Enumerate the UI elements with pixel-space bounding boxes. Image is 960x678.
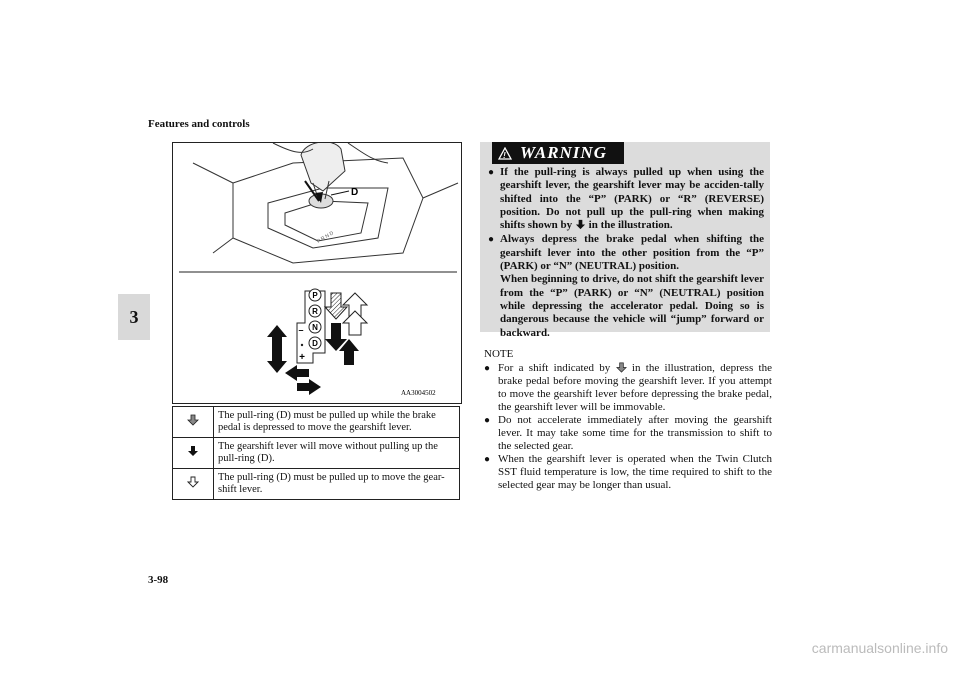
chapter-tab: 3	[118, 294, 150, 340]
callout-label-d: D	[351, 187, 359, 198]
legend-text: The pull-ring (D) must be pulled up while the brake pedal is depressed to move the gearshift lever.	[214, 407, 460, 438]
warning-box	[480, 142, 770, 339]
gate-plus: +	[299, 352, 305, 363]
legend-symbol	[173, 438, 214, 469]
bullet-icon: ●	[484, 415, 491, 426]
warning-item	[488, 166, 764, 232]
note-item	[484, 362, 772, 414]
figure-code: AA3004502	[401, 389, 436, 397]
note-text: For a shift indicated by	[498, 362, 611, 374]
gearshift-drawing	[173, 143, 461, 403]
warning-text: When beginning to drive, do not shift the gearshift lever from the “P” (PARK) or “N” (NEUTRAL) position while depressing the accelerator pedal. Doing so is dangerous because the vehicle will “jump” forward or backward.	[500, 273, 764, 339]
gearshift-illustration	[172, 142, 462, 404]
outline-down-arrow-icon	[187, 476, 199, 488]
warning-body	[488, 166, 764, 341]
legend-symbol	[173, 469, 214, 500]
legend-symbol	[173, 407, 214, 438]
warning-triangle-icon	[498, 147, 512, 160]
gate-label-r: R	[312, 307, 318, 316]
gate-minus: –	[298, 325, 304, 335]
svg-text:P R N D: P R N D	[316, 230, 335, 245]
warning-title: WARNING	[520, 143, 607, 162]
note-text: When the gearshift lever is operated when the Twin Clutch SST fluid temperature is low, the time required to shift to the selected gear may be longer than usual.	[498, 453, 772, 491]
bullet-icon: ●	[484, 363, 491, 374]
legend-text: The pull-ring (D) must be pulled up to move the gear-shift lever.	[214, 469, 460, 500]
note-section	[484, 348, 772, 492]
gate-label-n: N	[312, 323, 318, 332]
bullet-icon: ●	[488, 167, 495, 178]
gate-label-d: D	[312, 339, 318, 348]
section-header: Features and controls	[148, 118, 250, 130]
page-number: 3-98	[148, 574, 169, 586]
note-text: Do not accelerate immediately after moving the gearshift lever. It may take some time for the transmission to shift to the selected gear.	[498, 414, 772, 452]
warning-text: If the pull-ring is always pulled up when using the gearshift lever, the gearshift lever may be acciden-tally shifted into the “P” (PARK) or “R” (REVERSE) position. Do not pull up the pull-ring when making shifts shown by	[500, 166, 764, 232]
hatched-down-arrow-icon	[616, 362, 627, 373]
watermark: carmanualsonline.info	[811, 640, 948, 656]
note-title: NOTE	[484, 348, 514, 360]
legend-row	[173, 469, 460, 500]
bullet-icon: ●	[488, 234, 495, 246]
legend-table	[172, 406, 460, 500]
hatched-down-arrow-icon	[187, 414, 199, 426]
warning-text: in the illustration.	[588, 219, 673, 232]
note-item	[484, 414, 772, 453]
warning-item	[488, 233, 764, 339]
solid-down-arrow-icon	[575, 219, 586, 230]
legend-text: The gearshift lever will move without pulling up the pull-ring (D).	[214, 438, 460, 469]
bullet-icon: ●	[484, 454, 491, 465]
note-text: in the illustration, depress the brake pedal before moving the gearshift lever. If you attempt to move the gearshift lever before depressing the brake pedal, the gearshift lever will be immovable.	[498, 362, 772, 413]
legend-row	[173, 407, 460, 438]
legend-row	[173, 438, 460, 469]
warning-text: Always depress the brake pedal when shifting the gearshift lever into the other position from the “P” (PARK) or “N” (NEUTRAL) position.	[500, 233, 764, 273]
svg-text:!: !	[503, 150, 507, 160]
note-item	[484, 453, 772, 492]
solid-down-arrow-icon	[187, 445, 199, 457]
gate-label-p: P	[312, 291, 318, 300]
warning-header	[492, 142, 624, 164]
